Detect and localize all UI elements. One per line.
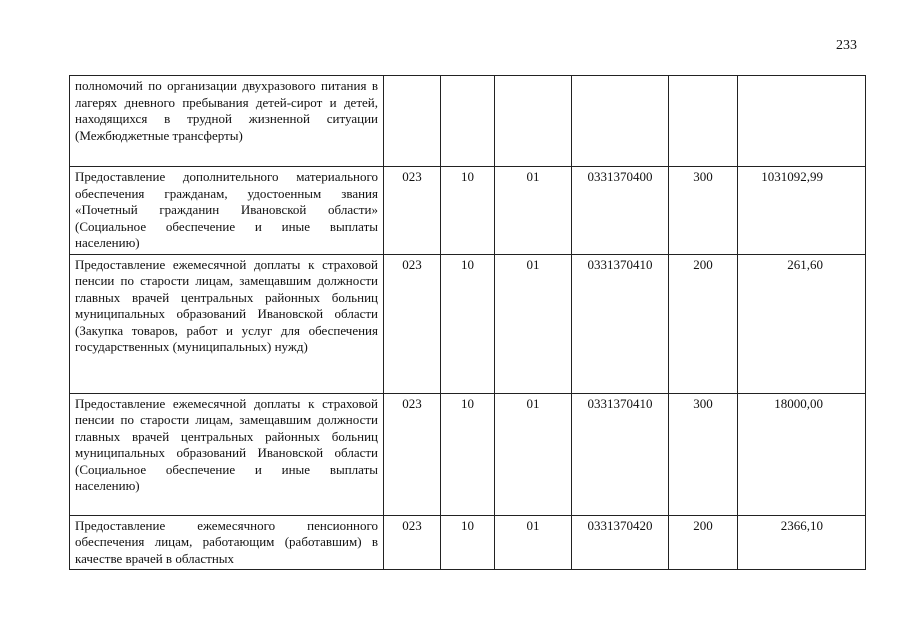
section-code: 10 — [441, 393, 495, 515]
amount: 1031092,99 — [738, 167, 866, 255]
amount: 18000,00 — [738, 393, 866, 515]
target-article-code: 0331370420 — [572, 515, 669, 570]
ministry-code — [384, 76, 441, 167]
expense-type-code — [669, 76, 738, 167]
table-row — [70, 254, 866, 393]
amount — [738, 76, 866, 167]
subsection-code: 01 — [495, 393, 572, 515]
table-row — [70, 393, 866, 515]
table-row — [70, 515, 866, 570]
target-article-code — [572, 76, 669, 167]
table-row — [70, 167, 866, 255]
amount: 261,60 — [738, 254, 866, 393]
ministry-code: 023 — [384, 393, 441, 515]
section-code: 10 — [441, 254, 495, 393]
section-code: 10 — [441, 167, 495, 255]
budget-table — [69, 75, 866, 570]
section-code: 10 — [441, 515, 495, 570]
target-article-code: 0331370410 — [572, 254, 669, 393]
amount: 2366,10 — [738, 515, 866, 570]
target-article-code: 0331370410 — [572, 393, 669, 515]
target-article-code: 0331370400 — [572, 167, 669, 255]
subsection-code: 01 — [495, 254, 572, 393]
subsection-code: 01 — [495, 167, 572, 255]
page-number: 233 — [836, 38, 857, 53]
expense-type-code: 200 — [669, 515, 738, 570]
expense-type-code: 300 — [669, 393, 738, 515]
expense-type-code: 300 — [669, 167, 738, 255]
row-description: Предоставление ежемесячного пенсионного обеспечения лицам, работающим (работавшим) в качестве врачей в областных — [70, 515, 384, 570]
expense-type-code: 200 — [669, 254, 738, 393]
subsection-code — [495, 76, 572, 167]
ministry-code: 023 — [384, 515, 441, 570]
table-row — [70, 76, 866, 167]
row-description: Предоставление дополнительного материального обеспечения гражданам, удостоенным звания «Почетный гражданин Ивановской области» (Социальное обеспечение и иные выплаты населению) — [70, 167, 384, 255]
subsection-code: 01 — [495, 515, 572, 570]
ministry-code: 023 — [384, 254, 441, 393]
ministry-code: 023 — [384, 167, 441, 255]
row-description: полномочий по организации двухразового питания в лагерях дневного пребывания детей-сирот и детей, находящихся в трудной жизненной ситуации (Межбюджетные трансферты) — [70, 76, 384, 167]
section-code — [441, 76, 495, 167]
row-description: Предоставление ежемесячной доплаты к страховой пенсии по старости лицам, замещавшим должности главных врачей центральных районных больниц муниципальных образований Ивановской области (Социальное обеспечение и иные выплаты населению) — [70, 393, 384, 515]
row-description: Предоставление ежемесячной доплаты к страховой пенсии по старости лицам, замещавшим должности главных врачей центральных районных больниц муниципальных образований Ивановской области (Закупка товаров, работ и услуг для обеспечения государственных (муниципальных) нужд) — [70, 254, 384, 393]
